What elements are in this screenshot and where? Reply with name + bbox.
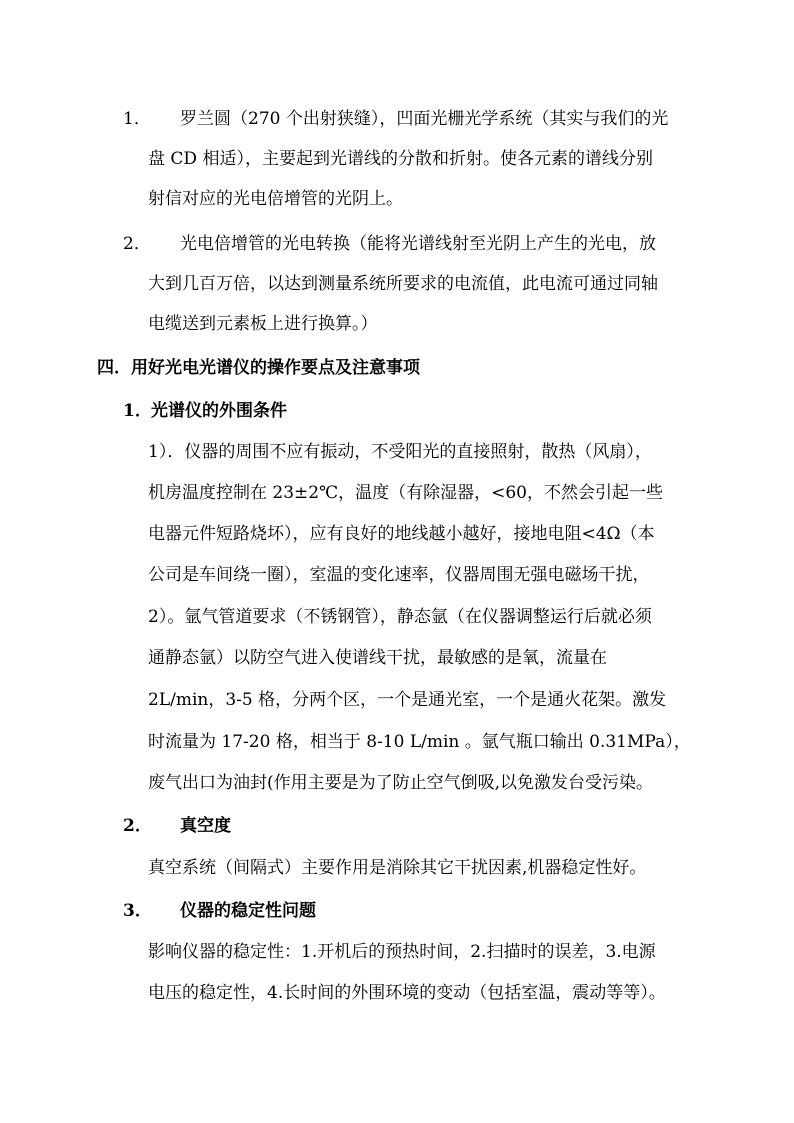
paragraph-line: 电压的稳定性，4.长时间的外围环境的变动（包括室温，震动等等）。	[148, 983, 666, 1003]
paragraph-line: 废气出口为油封(作用主要是为了防止空气倒吸,以免激发台受污染。	[148, 773, 654, 793]
subsection-title: 光谱仪的外围条件	[151, 401, 287, 421]
subsection-number: 1．	[123, 401, 152, 421]
paragraph-line: 公司是车间绕一圈），室温的变化速率，仪器周围无强电磁场干扰，	[148, 565, 650, 585]
paragraph-line: 1）．仪器的周围不应有振动，不受阳光的直接照射，散热（风扇），	[148, 442, 652, 462]
paragraph-line: 影响仪器的稳定性：1.开机后的预热时间，2.扫描时的误差，3.电源	[148, 942, 656, 962]
paragraph-line: 时流量为 17-20 格，相当于 8-10 L/min 。氩气瓶口输出 0.31MPa），	[148, 732, 691, 752]
item-text-line: 大到几百万倍，以达到测量系统所要求的电流值，此电流可通过同轴	[148, 274, 658, 294]
paragraph-line: 真空系统（间隔式）主要作用是消除其它干扰因素,机器稳定性好。	[148, 858, 647, 878]
subsection-title: 真空度	[180, 816, 231, 836]
paragraph-line: 机房温度控制在 23±2℃，温度（有除湿器，<60，不然会引起一些	[148, 483, 663, 503]
item-text-line: 盘 CD 相适），主要起到光谱线的分散和折射。使各元素的谱线分别	[148, 149, 653, 169]
item-number: 2．	[123, 234, 151, 254]
item-text-line: 电缆送到元素板上进行换算。）	[148, 314, 378, 334]
item-text-line: 射信对应的光电倍增管的光阴上。	[148, 189, 403, 209]
subsection-title: 仪器的稳定性问题	[180, 901, 316, 921]
subsection-number: 3．	[123, 901, 152, 921]
paragraph-line: 2）。氩气管道要求（不锈钢管），静态氩（在仪器调整运行后就必须	[148, 607, 652, 627]
paragraph-line: 通静态氩）以防空气进入使谱线干扰，最敏感的是氧，流量在	[148, 648, 607, 668]
section-heading: 四．用好光电光谱仪的操作要点及注意事项	[97, 358, 420, 378]
item-number: 1．	[123, 109, 151, 129]
paragraph-line: 电器元件短路烧坏），应有良好的地线越小越好，接地电阻<4Ω（本	[148, 524, 655, 544]
paragraph-line: 2L/min，3-5 格，分两个区，一个是通光室，一个是通火花架。激发	[148, 690, 667, 710]
item-text-line: 罗兰圆（270 个出射狭缝），凹面光栅光学系统（其实与我们的光	[180, 109, 669, 129]
subsection-number: 2．	[123, 816, 152, 836]
item-text-line: 光电倍增管的光电转换（能将光谱线射至光阴上产生的光电，放	[180, 234, 656, 254]
